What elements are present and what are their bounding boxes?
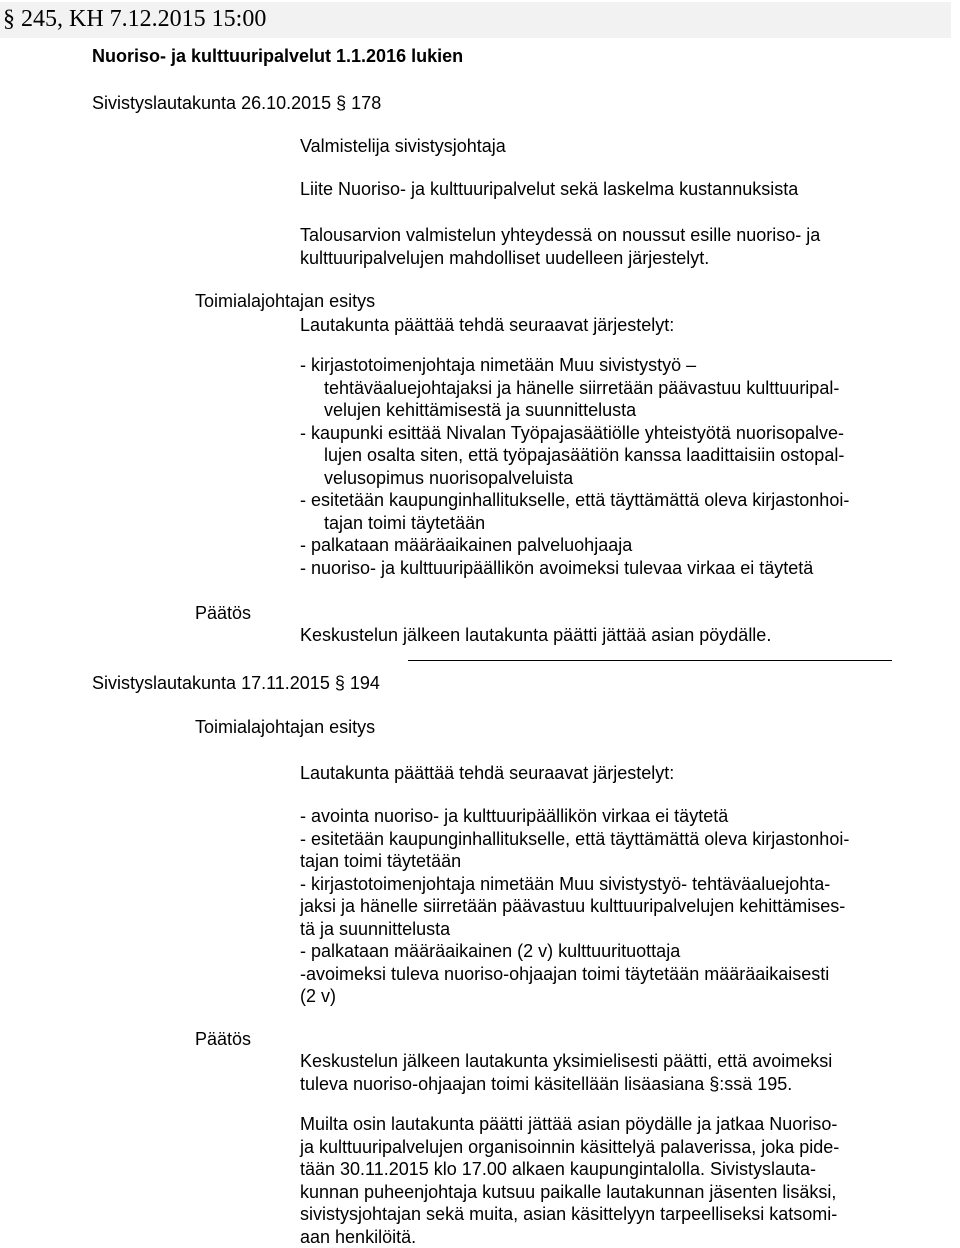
list-item: - nuoriso- ja kulttuuripäällikön avoimeksi tulevaa virkaa ei täytetä (300, 557, 814, 578)
list-item: - esitetään kaupunginhallitukselle, että täyttämättä oleva kirjastonhoi- (300, 490, 850, 510)
paragraph-line: kunnan puheenjohtaja kutsuu paikalle lautakunnan jäsenten lisäksi, (300, 1181, 837, 1202)
preparer-line: Valmistelija sivistysjohtaja (300, 136, 506, 156)
background-paragraph (300, 224, 820, 269)
list-item-continuation: tajan toimi täytetään (300, 851, 462, 871)
paragraph-line: ja kulttuuripalvelujen organisoinnin käsittelyä palaverissa, joka pide- (300, 1136, 840, 1157)
document-subtitle: Nuoriso- ja kulttuuripalvelut 1.1.2016 lukien (92, 46, 464, 66)
list-item: - palkataan määräaikainen palveluohjaaja (300, 535, 633, 555)
section-divider (408, 660, 892, 661)
list-item: - kirjastotoimenjohtaja nimetään Muu sivistystyö- tehtäväaluejohta- (300, 873, 831, 894)
decision-paragraph-1 (300, 1050, 832, 1095)
section-title: § 245, KH 7.12.2015 15:00 (3, 6, 267, 32)
list-item-continuation: jaksi ja hänelle siirretään päävastuu kulttuuripalvelujen kehittämises- (300, 896, 846, 916)
paragraph-line: sivistysjohtajan sekä muita, asian käsittelyyn tarpeelliseksi katsomi- (300, 1204, 838, 1224)
proposal-label: Toimialajohtajan esitys (195, 291, 376, 311)
list-item: - palkataan määräaikainen (2 v) kulttuurituottaja (300, 941, 681, 961)
proposal-intro: Lautakunta päättää tehdä seuraavat järjestelyt: (300, 763, 675, 783)
list-item-continuation: (2 v) (300, 986, 336, 1006)
list-item: - kaupunki esittää Nivalan Työpajasäätiölle yhteistyötä nuorisopalve- (300, 422, 844, 443)
list-item-continuation: velujen kehittämisestä ja suunnittelusta (324, 400, 637, 420)
meeting-1-heading: Sivistyslautakunta 26.10.2015 § 178 (92, 93, 382, 113)
paragraph-line: kulttuuripalvelujen mahdolliset uudelleen järjestelyt. (300, 247, 710, 268)
decision-paragraph-2 (300, 1113, 839, 1248)
paragraph-line: aan henkilöitä. (300, 1226, 417, 1247)
list-item: - esitetään kaupunginhallitukselle, että täyttämättä oleva kirjastonhoi- (300, 828, 850, 849)
list-item-continuation: tä ja suunnittelusta (300, 918, 451, 939)
paragraph-line: Talousarvion valmistelun yhteydessä on noussut esille nuoriso- ja (300, 225, 821, 245)
proposal-label: Toimialajohtajan esitys (195, 717, 376, 737)
list-item-continuation: tajan toimi täytetään (324, 512, 486, 533)
list-item: - kirjastotoimenjohtaja nimetään Muu sivistystyö – (300, 355, 697, 375)
attachment-line: Liite Nuoriso- ja kulttuuripalvelut sekä laskelma kustannuksista (300, 179, 799, 199)
list-item: - avointa nuoriso- ja kulttuuripäällikön virkaa ei täytetä (300, 806, 729, 826)
decision-label: Päätös (195, 603, 252, 623)
proposal-list (300, 805, 849, 1008)
proposal-list (300, 354, 849, 579)
proposal-intro: Lautakunta päättää tehdä seuraavat järjestelyt: (300, 315, 675, 335)
list-item-continuation: lujen osalta siten, että työpajasäätiön kanssa laadittaisiin ostopal- (324, 445, 845, 465)
paragraph-line: Keskustelun jälkeen lautakunta yksimielisesti päätti, että avoimeksi (300, 1051, 833, 1071)
list-item-continuation: velusopimus nuorisopalveluista (324, 467, 574, 488)
paragraph-line: tään 30.11.2015 klo 17.00 alkaen kaupungintalolla. Sivistyslauta- (300, 1159, 817, 1179)
meeting-2-heading: Sivistyslautakunta 17.11.2015 § 194 (92, 673, 380, 693)
decision-text: Keskustelun jälkeen lautakunta päätti jättää asian pöydälle. (300, 625, 772, 645)
list-item-continuation: tehtäväaluejohtajaksi ja hänelle siirretään päävastuu kulttuuripal- (324, 377, 840, 398)
decision-label: Päätös (195, 1029, 252, 1049)
list-item: -avoimeksi tuleva nuoriso-ohjaajan toimi täytetään määräaikaisesti (300, 963, 830, 984)
paragraph-line: tuleva nuoriso-ohjaajan toimi käsitellään lisäasiana §:ssä 195. (300, 1073, 793, 1094)
paragraph-line: Muilta osin lautakunta päätti jättää asian pöydälle ja jatkaa Nuoriso- (300, 1114, 838, 1134)
